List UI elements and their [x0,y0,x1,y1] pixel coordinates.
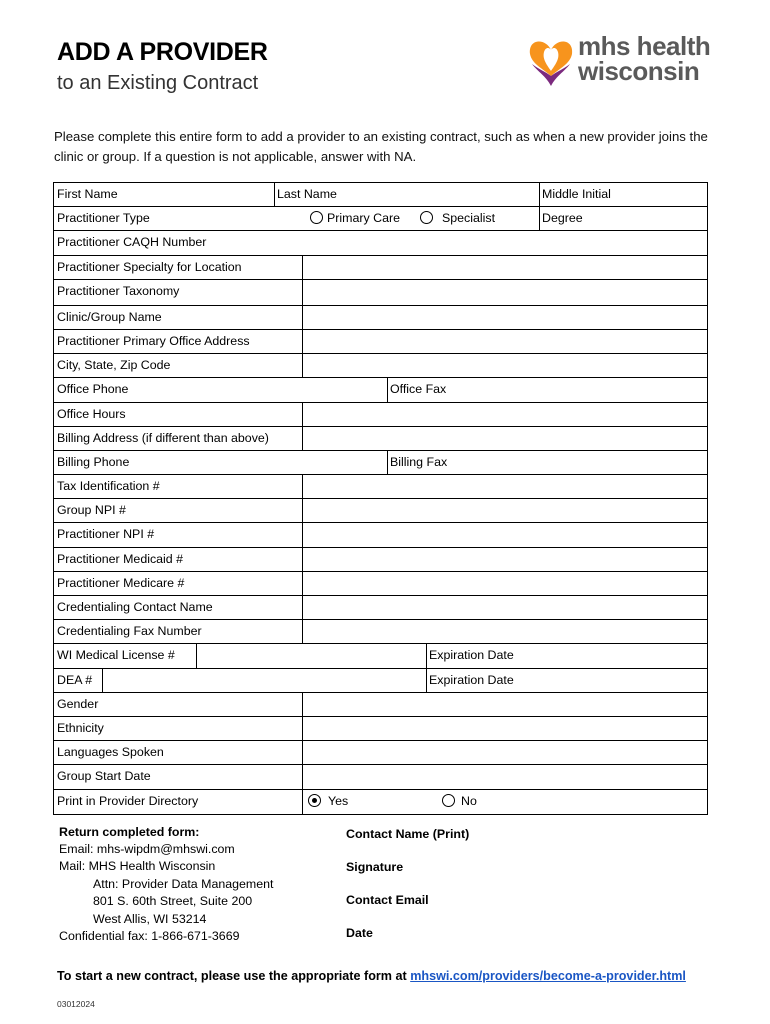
form-row[interactable] [54,231,707,255]
form-row-label: City, State, Zip Code [57,358,171,373]
instructions: Please complete this entire form to add a provider to an existing contract, such as when a new provider joins the clinic or group. If a question is not applicable, answer with NA. [54,129,708,164]
footer-note [57,969,686,983]
print-directory-row [54,790,707,815]
form-row[interactable] [54,596,707,620]
return-attn: Attn: Provider Data Management [93,877,274,891]
practitioner-type-label: Practitioner Type [57,211,150,226]
form-row[interactable] [54,280,707,306]
form-row-label: Gender [57,696,99,711]
degree-field[interactable]: Degree [542,211,583,226]
billing-address-label: Billing Address (if different than above) [57,430,269,445]
primary-care-radio[interactable] [310,211,323,224]
form-row-label: Practitioner Specialty for Location [57,259,242,274]
logo-text-line2: wisconsin [578,56,700,86]
form-row[interactable] [54,523,707,547]
form-row[interactable] [54,306,707,330]
office-phone-row [54,378,707,402]
form-row-label: Group NPI # [57,503,126,518]
return-email: Email: mhs-wipdm@mhswi.com [59,842,235,856]
primary-care-label: Primary Care [327,211,400,226]
office-fax-field[interactable]: Office Fax [390,382,447,397]
heart-logo-icon [526,36,576,88]
form-row[interactable] [54,354,707,378]
yes-label: Yes [328,793,349,808]
form-row-label: Practitioner CAQH Number [57,235,207,250]
last-name-field[interactable]: Last Name [277,187,337,201]
form-row-label: Practitioner Medicare # [57,575,185,590]
signature-label[interactable]: Signature [346,860,404,874]
form-row[interactable] [54,693,707,717]
dea-row [54,669,707,693]
form-row-label: Languages Spoken [57,745,164,760]
contact-name-label[interactable]: Contact Name (Print) [346,827,470,841]
form-row-label: Group Start Date [57,769,151,784]
form-row[interactable] [54,717,707,741]
form-row[interactable] [54,475,707,499]
form-row-label: Credentialing Contact Name [57,600,213,614]
office-phone-field[interactable]: Office Phone [57,382,129,397]
form-row[interactable] [54,572,707,596]
form-row-label: Practitioner Taxonomy [57,283,180,298]
specialist-radio[interactable] [420,211,433,224]
wi-license-expiration-field[interactable]: Expiration Date [429,648,514,663]
middle-initial-field[interactable]: Middle Initial [542,187,611,201]
form-code: 03012024 [57,999,95,1009]
practitioner-type-row [54,207,707,231]
form-row[interactable] [54,499,707,523]
mhs-logo [526,31,716,90]
return-fax: Confidential fax: 1-866-671-3669 [59,929,240,943]
page-title: ADD A PROVIDER [57,38,268,66]
page-subtitle: to an Existing Contract [57,72,259,94]
form-row[interactable] [54,620,707,644]
form-row-label: Clinic/Group Name [57,309,162,324]
return-heading: Return completed form: [59,825,200,839]
contact-email-label[interactable]: Contact Email [346,893,429,907]
return-mail: Mail: MHS Health Wisconsin [59,859,216,873]
return-street: 801 S. 60th Street, Suite 200 [93,894,253,908]
form-row[interactable] [54,741,707,765]
billing-phone-row [54,451,707,475]
print-directory-label: Print in Provider Directory [57,793,199,808]
print-directory-no-radio[interactable] [442,794,455,807]
return-city: West Allis, WI 53214 [93,912,207,926]
form-row-label: Tax Identification # [57,479,160,494]
form-row[interactable] [54,330,707,354]
form-row-label: Practitioner Primary Office Address [57,333,250,348]
footer-text: To start a new contract, please use the appropriate form at [57,969,411,983]
form-row[interactable] [54,256,707,280]
form-row-label: Practitioner NPI # [57,527,155,542]
date-label[interactable]: Date [346,926,373,940]
form-row-label: Credentialing Fax Number [57,624,202,639]
form-row[interactable] [54,427,707,451]
form-row-label: Practitioner Medicaid # [57,551,184,566]
wi-license-label: WI Medical License # [57,648,175,663]
form-row-label: Ethnicity [57,720,104,735]
name-row [54,183,707,207]
logo-text-line1: mhs health [578,31,711,61]
form-row[interactable] [54,548,707,572]
no-label: No [461,793,477,808]
become-provider-link[interactable]: mhswi.com/providers/become-a-provider.html [410,969,686,983]
dea-label: DEA # [57,672,93,687]
wi-license-row [54,644,707,668]
specialist-label: Specialist [442,211,496,226]
office-hours-label: Office Hours [57,406,126,421]
first-name-field[interactable]: First Name [57,187,118,201]
billing-fax-field[interactable]: Billing Fax [390,454,448,469]
provider-form [53,182,708,815]
form-row[interactable] [54,403,707,427]
print-directory-yes-radio[interactable] [308,794,321,807]
form-row[interactable] [54,765,707,789]
billing-phone-field[interactable]: Billing Phone [57,454,130,469]
dea-expiration-field[interactable]: Expiration Date [429,672,514,687]
